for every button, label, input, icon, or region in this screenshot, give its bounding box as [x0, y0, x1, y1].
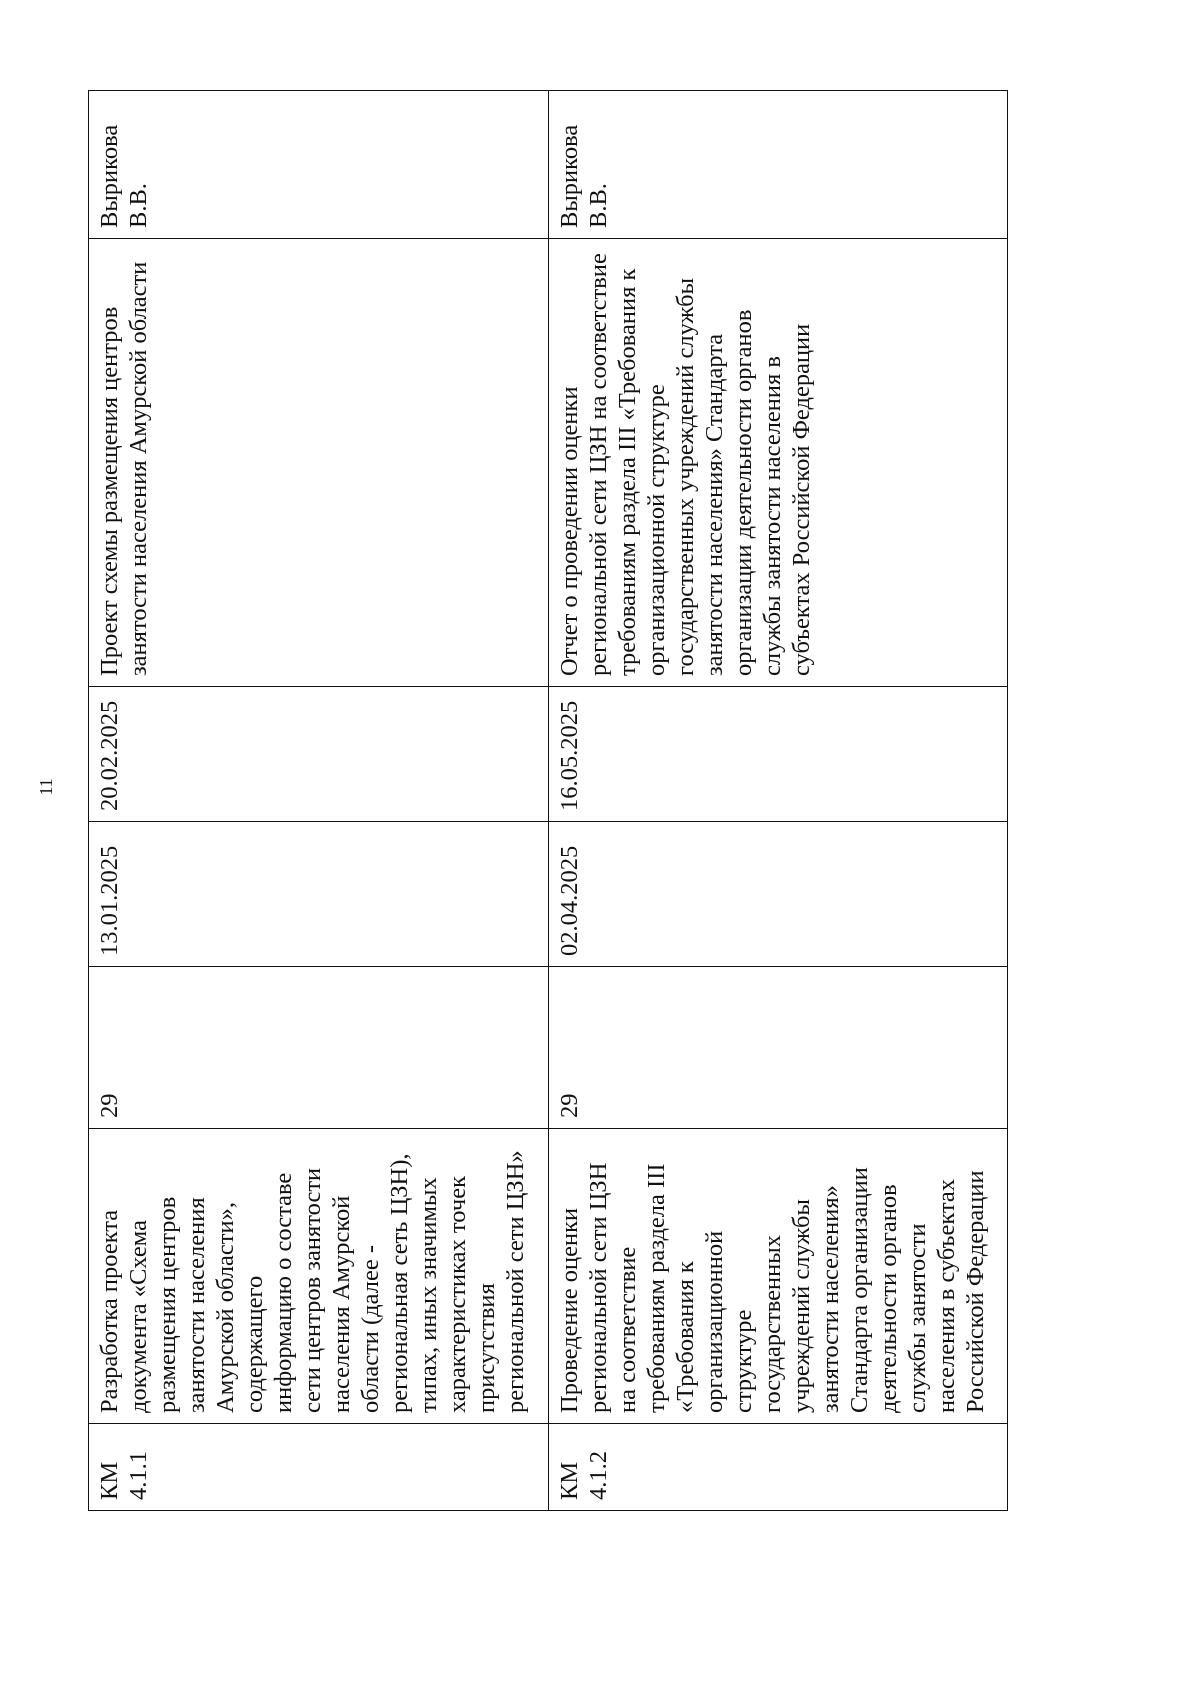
rotated-page [88, 91, 1008, 1511]
table-row [548, 91, 1008, 1511]
milestone-start-date: 13.01.2025 [89, 822, 549, 967]
page-number: 11 [36, 778, 56, 796]
table-row [89, 91, 549, 1511]
milestone-code: КМ 4.1.1 [89, 1424, 549, 1511]
milestone-start-date: 02.04.2025 [548, 822, 1008, 967]
milestone-result: Проект схемы размещения центров занятости населения Амурской области [89, 239, 549, 687]
milestone-duration: 29 [89, 967, 549, 1129]
milestone-end-date: 16.05.2025 [548, 687, 1008, 822]
milestone-result: Отчет о проведении оценки региональной сети ЦЗН на соответствие требованиям раздела III «Требования к организационной структуре государственных учреждений службы занятости населения» Стандарта организации деятельности органов службы занятости населения в субъектах Российской Федерации [548, 239, 1008, 687]
milestone-end-date: 20.02.2025 [89, 687, 549, 822]
milestones-table [88, 90, 1008, 1511]
milestone-responsible: Вырикова В.В. [548, 91, 1008, 239]
milestone-name: Разработка проекта документа «Схема размещения центров занятости населения Амурской области», содержащего информацию о составе сети центров занятости населения Амурской области (далее - региональная сеть ЦЗН), типах, иных значимых характеристиках точек присутствия региональной сети ЦЗН» [89, 1129, 549, 1424]
milestone-responsible: Вырикова В.В. [89, 91, 549, 239]
milestone-code: КМ 4.1.2 [548, 1424, 1008, 1511]
milestone-duration: 29 [548, 967, 1008, 1129]
milestone-name: Проведение оценки региональной сети ЦЗН на соответствие требованиям раздела III «Требования к организационной структуре государственных учреждений службы занятости населения» Стандарта организации деятельности органов службы занятости населения в субъектах Российской Федерации [548, 1129, 1008, 1424]
